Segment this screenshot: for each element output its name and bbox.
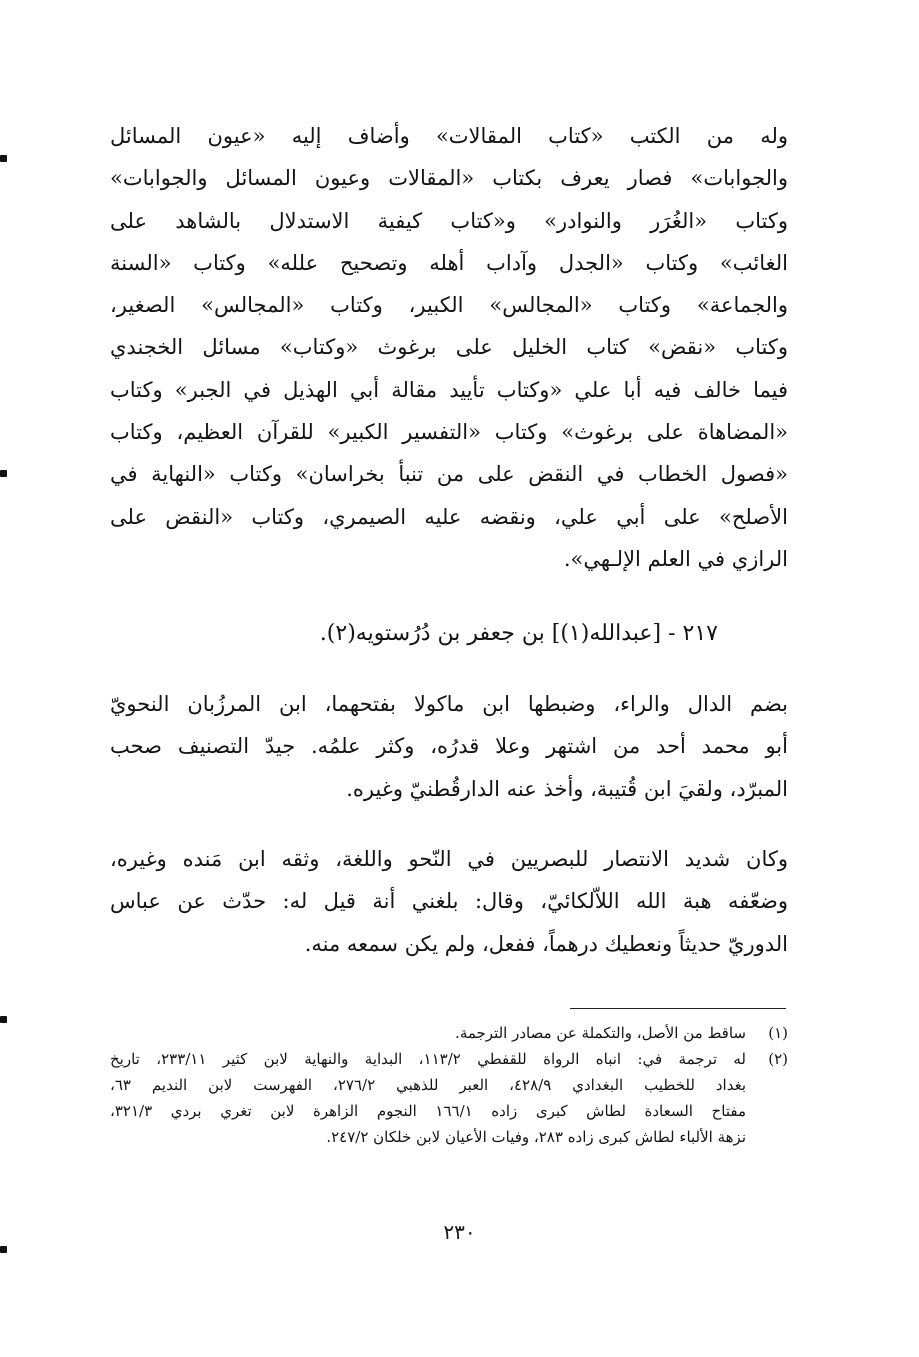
text-line: بضم الدال والراء، وضبطها ابن ماكولا بفتحهما، ابن المرزُبان النحويّ: [110, 692, 788, 716]
text-line: وله من الكتب «كتاب المقالات» وأضاف إليه «عيون المسائل: [110, 124, 788, 148]
footnote-1: [110, 1020, 788, 1046]
footnote-line: بغداد للخطيب البغدادي ٤٢٨/٩، العبر للذهبي ٢٧٦/٢، الفهرست لابن النديم ٦٣،: [110, 1076, 746, 1094]
footnotes: [110, 1020, 788, 1150]
text-line: وكتاب «نقض» كتاب الخليل على برغوث «وكتاب» مسائل الخجندي: [110, 335, 788, 360]
footnote-body: [110, 1020, 746, 1046]
scan-edge-mark: [0, 155, 7, 162]
text-line: «فصول الخطاب في النقض على من تنبأ بخراسان» وكتاب «النهاية في: [110, 462, 788, 487]
scan-edge-mark: [0, 1246, 7, 1253]
text-line: الغائب» وكتاب «الجدل وآداب أهله وتصحيح علله» وكتاب «السنة: [110, 250, 788, 275]
text-line: الدوريّ حديثاً ونعطيك درهماً، ففعل، ولم يكن سمعه منه.: [304, 931, 788, 956]
paragraph-biography: [110, 683, 788, 810]
text-line: فيما خالف فيه أبا علي «وكتاب تأييد مقالة أبي الهذيل في الجبر» وكتاب: [110, 377, 788, 402]
entry-heading: ٢١٧ - [عبدالله(١)] بن جعفر بن دُرُستويه(٢).: [319, 621, 718, 646]
page-number: ٢٣٠: [443, 1220, 476, 1244]
text-line: والجماعة» وكتاب «المجالس» الكبير، وكتاب «المجالس» الصغير،: [110, 293, 788, 318]
footnote-line: مفتاح السعادة لطاش كبرى زاده ١٦٦/١ النجوم الزاهرة لابن تغري بردي ٣٢١/٣،: [110, 1102, 746, 1120]
footnote-body: [110, 1046, 746, 1150]
text-line: الأصلح» على أبي علي، ونقضه عليه الصيمري، وكتاب «النقض على: [110, 504, 788, 529]
paragraph-narration: [110, 838, 788, 965]
text-line: والجوابات» فصار يعرف بكتاب «المقالات وعيون المسائل والجوابات»: [110, 166, 788, 191]
footnote-number: (١): [768, 1024, 788, 1042]
scan-edge-mark: [0, 1016, 7, 1023]
footnote-line: ساقط من الأصل، والتكملة عن مصادر الترجمة.: [455, 1024, 746, 1042]
footnote-2: [110, 1046, 788, 1150]
text-line: المبرّد، ولقيَ ابن قُتيبة، وأخذ عنه الدارقُطنيّ وغيره.: [346, 776, 788, 801]
footnote-divider: [570, 1008, 786, 1009]
text-line: وكتاب «الغُرَر والنوادر» و«كتاب كيفية الاستدلال بالشاهد على: [110, 208, 788, 233]
text-line: وضعّفه هبة الله اللاّلكائيّ، وقال: بلغني أنة قيل له: حدّث عن عباس: [110, 889, 788, 914]
paragraph-book-list: [110, 115, 788, 580]
footnote-line: له ترجمة في: انباه الرواة للقفطي ١١٣/٢، البداية والنهاية لابن كثير ٢٣٣/١١، تاريخ: [110, 1050, 746, 1068]
scan-edge-mark: [0, 470, 7, 477]
text-line: أبو محمد أحد من اشتهر وعلا قدرُه، وكثر علمُه. جيدّ التصنيف صحب: [110, 734, 788, 759]
footnote-line: نزهة الألباء لطاش كبرى زاده ٢٨٣، وفيات الأعيان لابن خلكان ٢٤٧/٢.: [326, 1128, 746, 1146]
text-line: الرازي في العلم الإلـهي».: [563, 546, 788, 571]
footnote-number: (٢): [768, 1050, 788, 1068]
text-line: وكان شديد الانتصار للبصريين في النّحو واللغة، وثقه ابن مَنده وغيره،: [110, 847, 788, 871]
text-line: «المضاهاة على برغوث» وكتاب «التفسير الكبير» للقرآن العظيم، وكتاب: [110, 420, 788, 445]
